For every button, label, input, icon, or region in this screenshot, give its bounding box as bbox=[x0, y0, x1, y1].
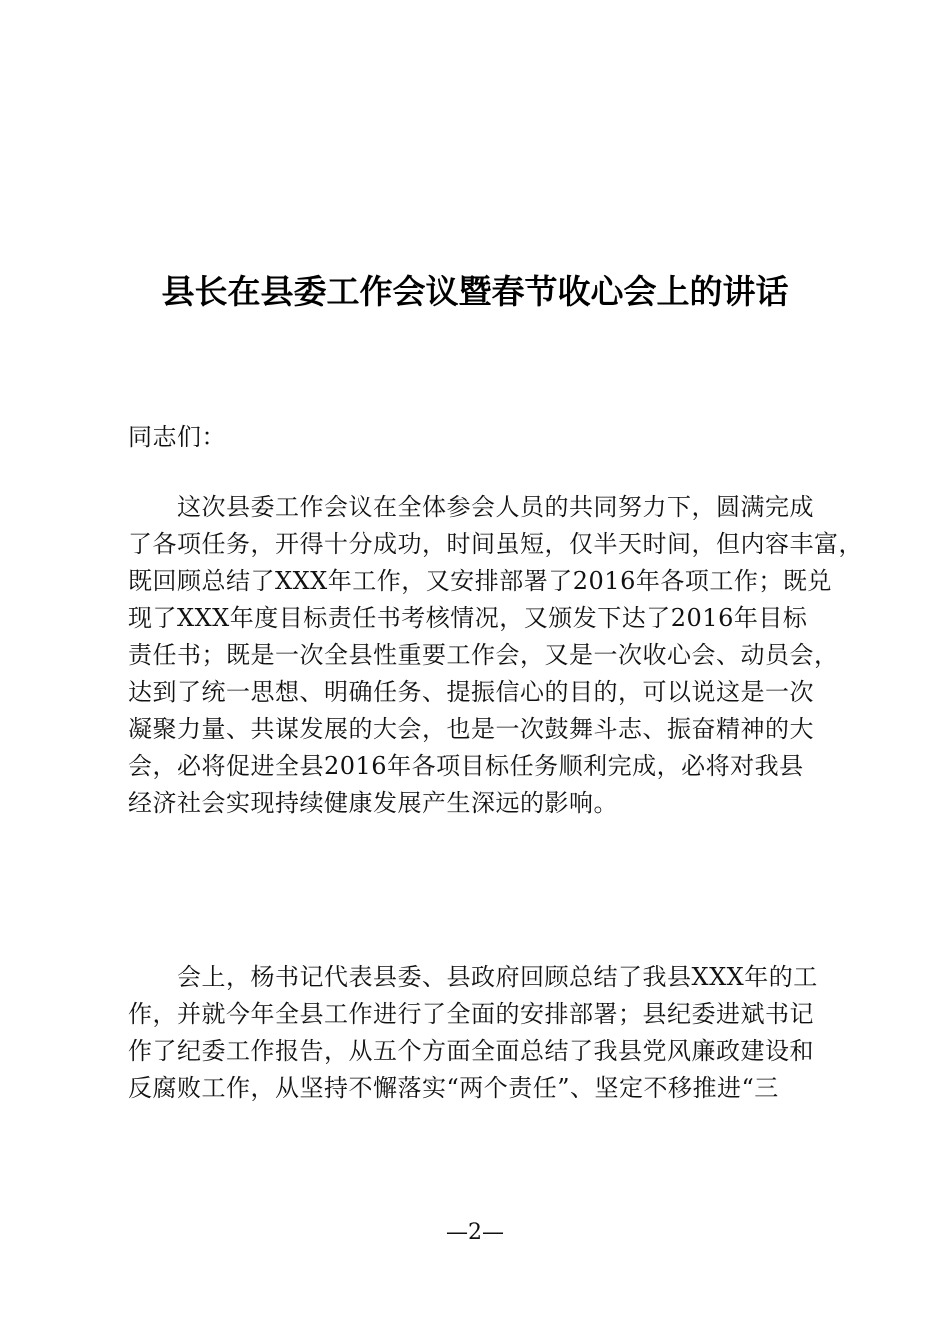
document-title: 县长在县委工作会议暨春节收心会上的讲话 bbox=[161, 272, 789, 311]
paragraph-line: 达到了统一思想、明确任务、提振信心的目的，可以说这是一次 bbox=[128, 678, 814, 706]
salutation: 同志们： bbox=[128, 423, 226, 451]
paragraph-line: 既回顾总结了XXX年工作，又安排部署了2016年各项工作；既兑 bbox=[128, 567, 832, 595]
paragraph-line: 了各项任务，开得十分成功，时间虽短，仅半天时间，但内容丰富， bbox=[128, 530, 863, 558]
paragraph-line: 经济社会实现持续健康发展产生深远的影响。 bbox=[128, 789, 618, 817]
paragraph-line: 作了纪委工作报告，从五个方面全面总结了我县党风廉政建设和 bbox=[128, 1037, 814, 1065]
paragraph-line: 反腐败工作，从坚持不懈落实“两个责任”、坚定不移推进“三 bbox=[128, 1074, 779, 1102]
paragraph-line: 责任书；既是一次全县性重要工作会，又是一次收心会、动员会， bbox=[128, 641, 839, 669]
paragraph-1 bbox=[128, 489, 863, 822]
paragraph-line: 现了XXX年度目标责任书考核情况，又颁发下达了2016年目标 bbox=[128, 604, 808, 632]
paragraph-line: 会上，杨书记代表县委、县政府回顾总结了我县XXX年的工 bbox=[128, 963, 818, 991]
page-number: —2— bbox=[446, 1220, 504, 1245]
paragraph-line: 凝聚力量、共谋发展的大会，也是一次鼓舞斗志、振奋精神的大 bbox=[128, 715, 814, 743]
paragraph-line: 这次县委工作会议在全体参会人员的共同努力下，圆满完成 bbox=[128, 493, 814, 521]
paragraph-line: 作，并就今年全县工作进行了全面的安排部署；县纪委进斌书记 bbox=[128, 1000, 814, 1028]
paragraph-line: 会，必将促进全县2016年各项目标任务顺利完成，必将对我县 bbox=[128, 752, 804, 780]
paragraph-2 bbox=[128, 959, 828, 1107]
